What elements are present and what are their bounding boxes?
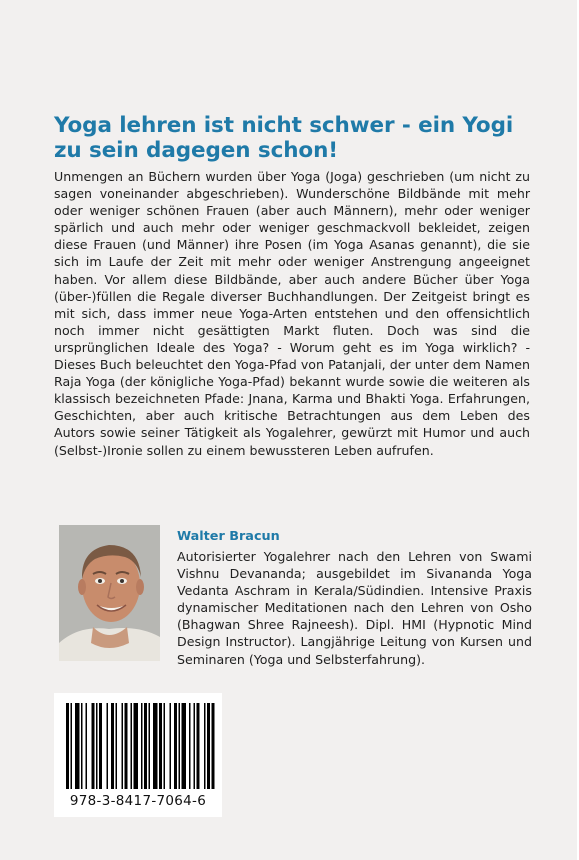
author-photo bbox=[59, 525, 160, 661]
author-portrait-image bbox=[59, 525, 160, 661]
isbn-barcode bbox=[54, 693, 222, 817]
author-name: Walter Bracun bbox=[177, 529, 280, 544]
book-title: Yoga lehren ist nicht schwer - ein Yogi zu sein dagegen schon! bbox=[54, 113, 514, 163]
book-blurb: Unmengen an Büchern wurden über Yoga (Joga) geschrieben (um nicht zu sagen voneinander abgeschrieben). Wunderschöne Bildbände mit mehr oder weniger schönen Frauen (aber auch Männern), mehr oder weniger spärlich und auch mehr oder weniger geschmackvoll bekleidet, zeigen diese Frauen (und Männer) ihre Posen (im Yoga Asanas genannt), die sie sich im Laufe der Zeit mit mehr oder weniger Anstrengung angeeignet haben. Vor allem diese Bildbände, aber auch andere Bücher über Yoga (über-)füllen die Regale diverser Buchhandlungen. Der Zeitgeist bringt es mit sich, dass immer neue Yoga-Arten entstehen und den offensichtlich noch immer nicht gesättigten Markt fluten. Doch was sind die ursprünglichen Ideale des Yoga? - Worum geht es im Yoga wirklich? - Dieses Buch beleuchtet den Yoga-Pfad von Patanjali, der unter dem Namen Raja Yoga (der königliche Yoga-Pfad) bekannt wurde sowie die weiteren als klassisch bezeichneten Pfade: Jnana, Karma und Bhakti Yoga. Erfahrungen, Geschichten, aber auch kritische Betrachtungen aus dem Leben des Autors sowie seiner Tätigkeit als Yogalehrer, gewürzt mit Humor und auch (Selbst-)Ironie sollen zu einem bewussteren Leben aufrufen. bbox=[54, 169, 530, 458]
author-bio: Autorisierter Yogalehrer nach den Lehren von Swami Vishnu Devananda; ausgebildet im Sivananda Yoga Vedanta Aschram in Kerala/Südindien. Intensive Praxis dynamischer Meditationen nach den Lehren von Osho (Bhagwan Shree Rajneesh). Dipl. HMI (Hypnotic Mind Design Instructor). Langjährige Leitung von Kursen und Seminaren (Yoga und Selbsterfahrung). bbox=[177, 549, 532, 667]
barcode-bars bbox=[54, 693, 222, 793]
isbn-number: 978-3-8417-7064-6 bbox=[69, 793, 207, 809]
